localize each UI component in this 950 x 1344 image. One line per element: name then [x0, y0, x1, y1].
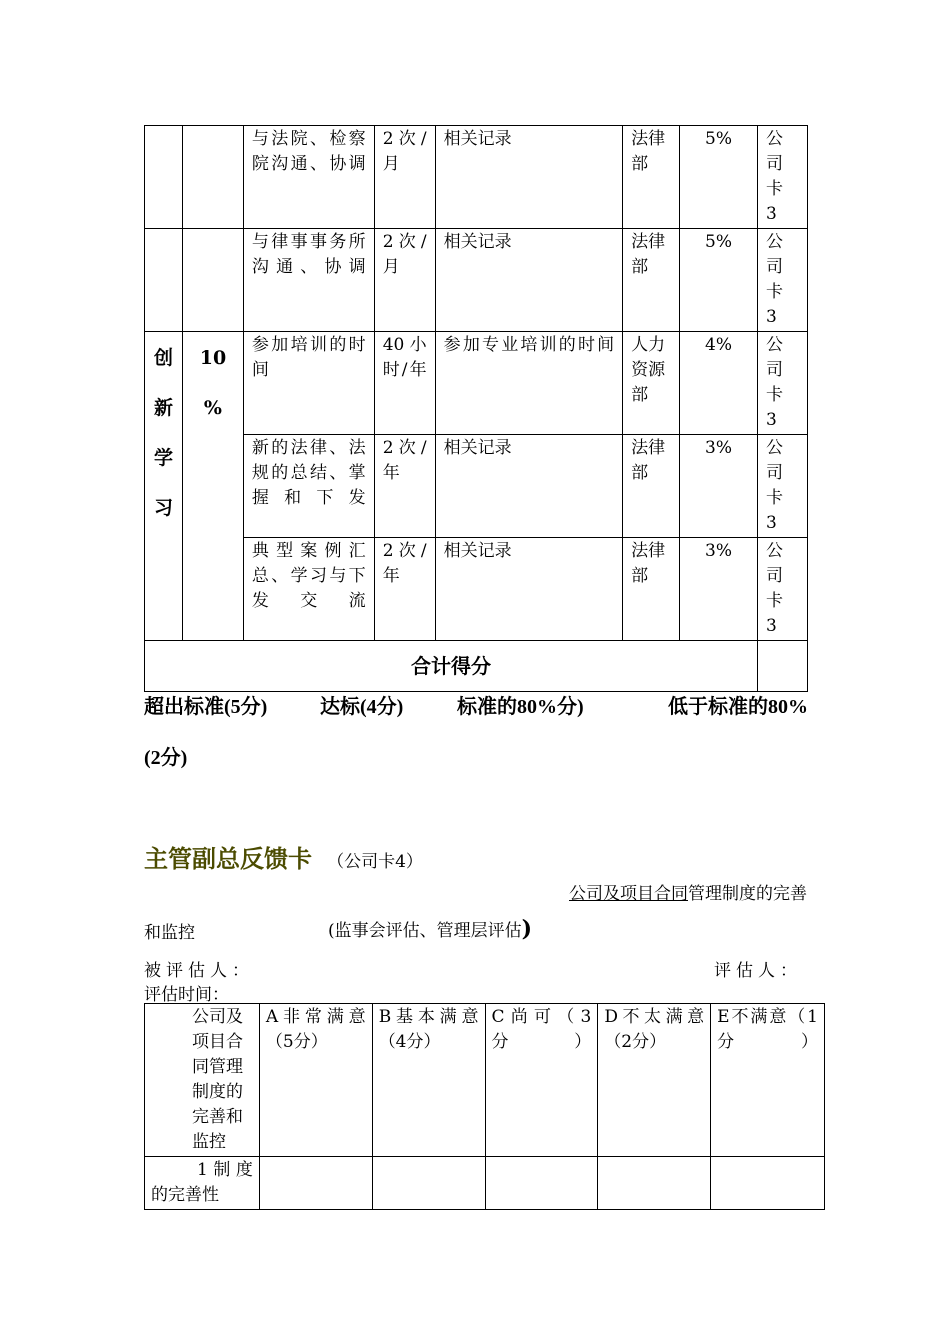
frequency-cell: 2次/年 [374, 435, 435, 538]
card-cell: 公 司 卡 3 [757, 538, 807, 641]
weight-value-cell: 5% [680, 229, 758, 332]
evaluatee-label: 被评估人： [144, 961, 254, 981]
rating-cell-a[interactable] [259, 1157, 372, 1210]
dept-cell: 法律部 [623, 126, 680, 229]
score-exceed: 超出标准(5分) [144, 696, 268, 718]
frequency-cell: 2次/月 [374, 229, 435, 332]
evaluators-note: (监事会评估、管理层评估) [328, 916, 533, 942]
feedback-table [144, 1003, 825, 1210]
row-criteria: 1制度的完善性 [145, 1157, 260, 1210]
weight-cell-empty [182, 229, 243, 332]
card-cell: 公 司 卡 3 [757, 229, 807, 332]
dept-cell: 人力资源部 [623, 332, 680, 435]
card4-title: 主管副总反馈卡 [144, 845, 312, 873]
frequency-cell: 40小时/年 [374, 332, 435, 435]
header-a: A非常满意（5分） [259, 1004, 372, 1157]
total-score-value [757, 641, 807, 692]
rating-cell-c[interactable] [485, 1157, 598, 1210]
topic-underlined: 公司及项目合同 [569, 884, 688, 904]
header-criteria: 公司及项目合同管理制度的完善和监控 [145, 1004, 260, 1157]
header-c: C尚可（3分） [485, 1004, 598, 1157]
dept-cell: 法律部 [623, 538, 680, 641]
rating-cell-d[interactable] [598, 1157, 711, 1210]
dept-cell: 法律部 [623, 435, 680, 538]
weight-cell-empty [182, 126, 243, 229]
item-cell: 与法院、检察院沟通、协调 [243, 126, 374, 229]
score-below: 低于标准的80% [668, 696, 808, 718]
card4-heading [144, 839, 423, 874]
item-cell: 参加培训的时间 [243, 332, 374, 435]
category-weight: 10 % [182, 332, 243, 641]
card-cell: 公 司 卡 3 [757, 332, 807, 435]
category-label: 创 新 学 习 [145, 332, 183, 641]
frequency-cell: 2次/月 [374, 126, 435, 229]
basis-cell: 相关记录 [435, 229, 623, 332]
header-d: D不太满意（2分） [598, 1004, 711, 1157]
rating-cell-e[interactable] [711, 1157, 825, 1210]
header-e: E不满意（1分） [711, 1004, 825, 1157]
topic-rest: 管理制度的完善 [688, 884, 807, 904]
item-cell: 与律事事务所沟通、协调 [243, 229, 374, 332]
weight-value-cell: 4% [680, 332, 758, 435]
scoring-legend-line1 [144, 690, 808, 720]
item-cell: 新的法律、法规的总结、掌握和下发 [243, 435, 374, 538]
weight-value-cell: 3% [680, 538, 758, 641]
basis-cell: 相关记录 [435, 126, 623, 229]
rating-cell-b[interactable] [372, 1157, 485, 1210]
eval-date-label: 评估时间： [144, 985, 229, 1005]
topic-line2: 和监控 [144, 923, 195, 943]
score-80: 标准的80%分) [457, 696, 584, 718]
assessment-table [144, 125, 808, 692]
basis-cell: 参加专业培训的时间 [435, 332, 623, 435]
card4-topic [569, 879, 807, 904]
category-cell-empty [145, 126, 183, 229]
frequency-cell: 2次/年 [374, 538, 435, 641]
basis-cell: 相关记录 [435, 538, 623, 641]
header-b: B基本满意（4分） [372, 1004, 485, 1157]
category-cell-empty [145, 229, 183, 332]
weight-value-cell: 5% [680, 126, 758, 229]
evaluator-label: 评估人： [714, 961, 802, 981]
basis-cell: 相关记录 [435, 435, 623, 538]
total-score-label: 合计得分 [145, 641, 758, 692]
card-cell: 公 司 卡 3 [757, 126, 807, 229]
dept-cell: 法律部 [623, 229, 680, 332]
card-cell: 公 司 卡 3 [757, 435, 807, 538]
card4-ref: （公司卡4） [327, 852, 423, 872]
score-meet: 达标(4分) [320, 696, 404, 718]
scoring-legend-line2: (2分) [144, 747, 188, 769]
item-cell: 典型案例汇总、学习与下发交流 [243, 538, 374, 641]
weight-value-cell: 3% [680, 435, 758, 538]
